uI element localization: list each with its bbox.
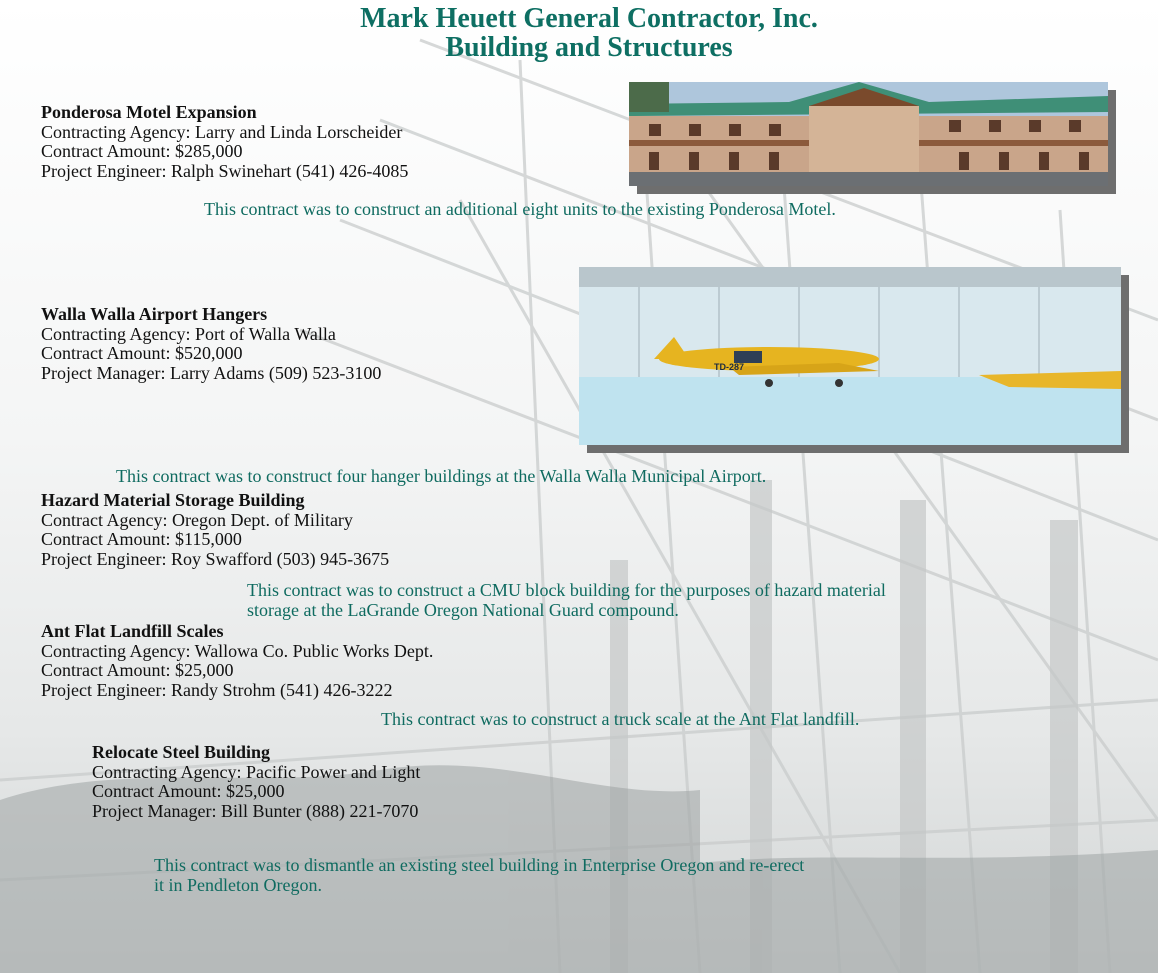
project-description — [247, 581, 886, 620]
project-relocate-steel-building — [92, 743, 420, 821]
project-name: Ponderosa Motel Expansion — [41, 102, 257, 122]
project-description: This contract was to construct an additional eight units to the existing Ponderosa Motel. — [204, 199, 836, 219]
project-contact: Project Engineer: Roy Swafford (503) 945-3675 — [41, 548, 390, 569]
project-name: Walla Walla Airport Hangers — [41, 304, 268, 324]
project-name: Ant Flat Landfill Scales — [41, 621, 224, 641]
company-name: Mark Heuett General Contractor, Inc. — [360, 3, 818, 34]
project-contact: Project Engineer: Ralph Swinehart (541) 426-4085 — [41, 160, 409, 181]
project-amount: Contract Amount: $25,000 — [41, 660, 234, 680]
project-amount: Contract Amount: $520,000 — [41, 343, 243, 363]
project-description: This contract was to construct a truck scale at the Ant Flat landfill. — [381, 709, 860, 729]
project-name: Relocate Steel Building — [92, 742, 270, 762]
project-amount: Contract Amount: $25,000 — [92, 781, 285, 801]
project-contact: Project Engineer: Randy Strohm (541) 426-3222 — [41, 679, 393, 700]
project-description: This contract was to construct four hanger buildings at the Walla Walla Municipal Airport. — [116, 466, 767, 486]
project-contact: Project Manager: Larry Adams (509) 523-3100 — [41, 362, 382, 383]
project-agency: Contracting Agency: Pacific Power and Light — [92, 761, 421, 782]
project-amount: Contract Amount: $115,000 — [41, 529, 242, 549]
project-amount: Contract Amount: $285,000 — [41, 141, 243, 161]
page-header — [0, 4, 1158, 62]
hangar-photo — [579, 267, 1121, 445]
description-line: This contract was to construct a CMU block building for the purposes of hazard material — [247, 580, 886, 600]
project-description — [154, 856, 804, 895]
page-subtitle: Building and Structures — [445, 32, 733, 63]
description-line: it in Pendleton Oregon. — [154, 874, 322, 895]
project-agency: Contracting Agency: Wallowa Co. Public Works Dept. — [41, 640, 434, 661]
project-ponderosa-motel — [41, 103, 408, 181]
description-line: This contract was to dismantle an existing steel building in Enterprise Oregon and re-erect — [154, 855, 805, 875]
project-name: Hazard Material Storage Building — [41, 490, 305, 510]
project-agency: Contract Agency: Oregon Dept. of Military — [41, 509, 353, 530]
project-agency: Contracting Agency: Port of Walla Walla — [41, 323, 336, 344]
project-walla-walla-airport — [41, 305, 381, 383]
description-line: storage at the LaGrande Oregon National Guard compound. — [247, 599, 679, 620]
project-contact: Project Manager: Bill Bunter (888) 221-7070 — [92, 800, 419, 821]
motel-photo — [629, 82, 1108, 186]
svg-text:TD-287: TD-287 — [714, 362, 745, 372]
project-ant-flat-landfill — [41, 622, 433, 700]
project-agency: Contracting Agency: Larry and Linda Lorscheider — [41, 121, 403, 142]
project-hazard-material-storage — [41, 491, 389, 569]
